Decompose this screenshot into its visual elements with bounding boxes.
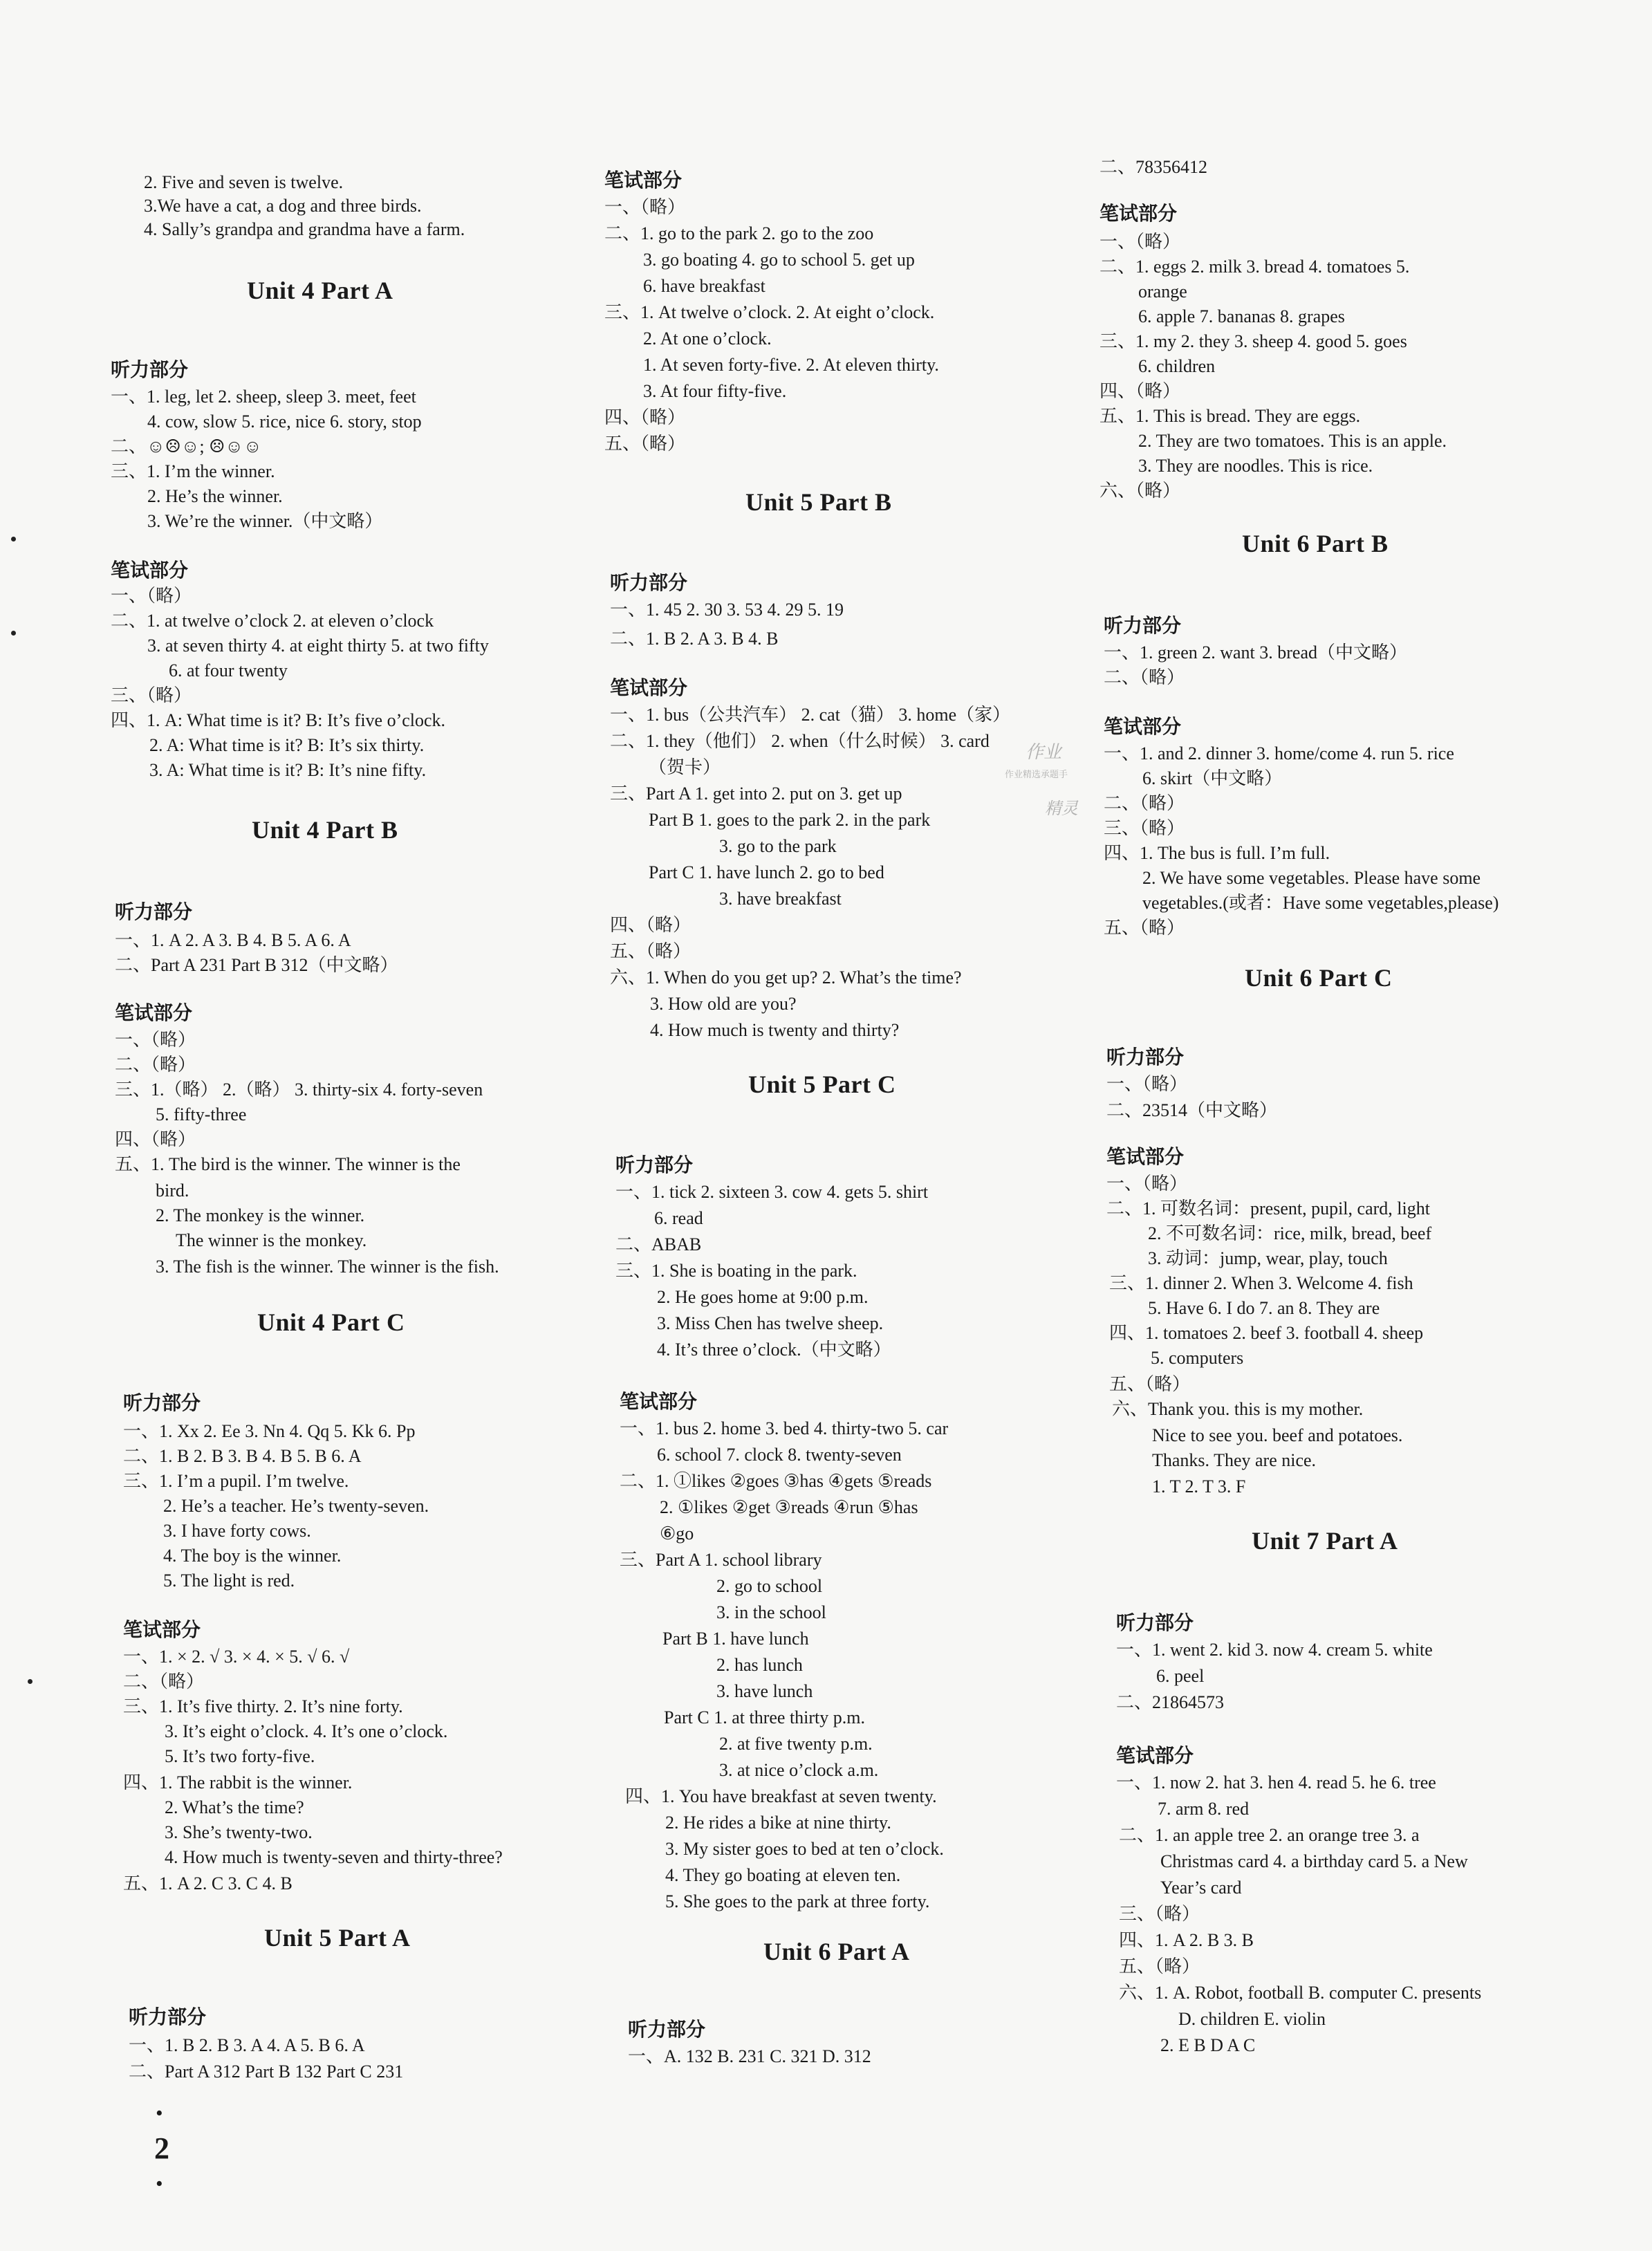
subsection-label: 笔试部分 [1099,202,1178,225]
subsection-label: 听力部分 [615,1154,694,1176]
text-line: 3. She’s twenty-two. [165,1822,313,1842]
text-line: Thanks. They are nice. [1152,1450,1317,1470]
text-line: 5. Have 6. I do 7. an 8. They are [1148,1298,1380,1318]
subsection-label: 笔试部分 [1116,1744,1194,1767]
text-line: 二、1. an apple tree 2. an orange tree 3. a [1119,1825,1420,1845]
text-line: Part B 1. goes to the park 2. in the park [649,810,931,830]
text-line: 二、Part A 312 Part B 132 Part C 231 [129,2062,404,2082]
text-line: 四、（略） [115,1129,196,1149]
text-line: 四、1. You have breakfast at seven twenty. [625,1786,937,1806]
text-line: 5. She goes to the park at three forty. [665,1891,930,1911]
subsection-label: 笔试部分 [1104,715,1182,738]
text-line: D. children E. violin [1178,2009,1326,2029]
section-title: Unit 5 Part B [745,488,892,516]
text-line: Part C 1. at three thirty p.m. [664,1707,866,1727]
text-line: 3. at nice o’clock a.m. [719,1760,879,1780]
text-line: 三、1. At twelve o’clock. 2. At eight o’clock. [604,302,935,322]
text-line: 五、（略） [1109,1374,1191,1394]
text-line: ⑥go [660,1523,694,1544]
subsection-label: 听力部分 [123,1391,201,1414]
text-line: 1. At seven forty-five. 2. At eleven thirty. [643,355,939,375]
text-line: 二、23514（中文略） [1106,1100,1278,1120]
text-line: 3. It’s eight o’clock. 4. It’s one o’clock. [165,1721,448,1741]
text-line: 3. 动词：jump, wear, play, touch [1148,1248,1388,1268]
text-line: 六、1. When do you get up? 2. What’s the time? [610,967,962,988]
text-line: 三、（略） [111,685,192,705]
text-line: 一、（略） [1106,1174,1188,1194]
text-line: 四、（略） [1099,381,1181,401]
text-line: 二、（略） [1104,793,1185,813]
text-line: 3. in the school [716,1602,826,1622]
text-line: 三、Part A 1. get into 2. put on 3. get up [610,784,902,804]
text-line: 2. He’s the winner. [147,486,283,506]
text-line: 一、1. went 2. kid 3. now 4. cream 5. white [1116,1640,1433,1660]
text-line: 4. cow, slow 5. rice, nice 6. story, stop [147,411,422,432]
subsection-label: 听力部分 [1116,1611,1194,1634]
text-line: 6. children [1138,356,1216,376]
subsection-label: 笔试部分 [115,1001,193,1024]
section-title: Unit 5 Part A [264,1924,411,1952]
text-line: 三、1. She is boating in the park. [615,1261,857,1281]
text-line: 二、☺☹☺; ☹☺☺ [111,436,262,456]
text-line: 一、1. bus 2. home 3. bed 4. thirty-two 5. car [620,1418,949,1438]
text-line: 三、1. dinner 2. When 3. Welcome 4. fish [1109,1273,1413,1293]
text-line: 二、1. eggs 2. milk 3. bread 4. tomatoes 5. [1099,257,1410,277]
subsection-label: 听力部分 [610,571,688,594]
text-line: 2. He rides a bike at nine thirty. [665,1813,891,1833]
text-line: 一、A. 132 B. 231 C. 321 D. 312 [628,2046,871,2066]
scan-dot [28,1679,33,1684]
text-line: 2. We have some vegetables. Please have some [1142,868,1481,888]
section-title: Unit 5 Part C [748,1071,896,1098]
text-line: 六、1. A. Robot, football B. computer C. presents [1119,1983,1482,2003]
text-line: 2. At one o’clock. [643,328,772,349]
text-line: 6. school 7. clock 8. twenty-seven [657,1445,902,1465]
text-line: 5. fifty-three [156,1104,247,1124]
subsection-label: 听力部分 [1104,614,1182,637]
text-line: 二、（略） [123,1671,205,1692]
text-line: 7. arm 8. red [1158,1799,1250,1819]
text-line: 6. read [654,1208,703,1228]
text-line: 3. have lunch [716,1681,813,1701]
text-line: 2. The monkey is the winner. [156,1205,365,1225]
text-line: orange [1138,281,1187,302]
text-line: 二、（略） [1104,667,1185,687]
text-line: 3.We have a cat, a dog and three birds. [144,196,422,216]
text-line: 3. The fish is the winner. The winner is the fish. [156,1257,499,1277]
subsection-label: 笔试部分 [123,1618,201,1641]
text-line: 2. at five twenty p.m. [719,1734,873,1754]
text-line: 4. How much is twenty and thirty? [650,1020,900,1040]
text-line: 五、（略） [604,434,686,454]
text-line: 二、1. at twelve o’clock 2. at eleven o’clock [111,611,434,631]
text-line: 3. They are noodles. This is rice. [1138,456,1373,476]
text-line: 五、1. The bird is the winner. The winner is the [115,1154,461,1174]
text-line: 四、1. A 2. B 3. B [1119,1930,1254,1950]
subsection-label: 听力部分 [129,2005,207,2028]
watermark-stamp [1005,737,1108,833]
text-line: 2. He’s a teacher. He’s twenty-seven. [163,1496,429,1516]
text-line: 二、21864573 [1116,1692,1225,1712]
text-line: 四、1. The bus is full. I’m full. [1104,843,1330,863]
text-line: 一、1. A 2. A 3. B 4. B 5. A 6. A [115,930,351,950]
text-line: 一、（略） [604,197,686,217]
text-line: 3. at seven thirty 4. at eight thirty 5. at two fifty [147,636,489,656]
text-line: 三、（略） [1119,1904,1200,1924]
text-line: 二、ABAB [615,1234,702,1254]
subsection-label: 听力部分 [628,2018,706,2041]
text-line: 四、1. tomatoes 2. beef 3. football 4. sheep [1109,1323,1424,1343]
text-line: 一、1. bus（公共汽车） 2. cat（猫） 3. home（家） [610,705,1011,725]
text-line: 一、1. and 2. dinner 3. home/come 4. run 5. rice [1104,743,1454,763]
text-line: 二、1. go to the park 2. go to the zoo [604,223,874,243]
subsection-label: 笔试部分 [620,1390,698,1413]
subsection-label: 听力部分 [115,900,193,923]
text-line: 5. The light is red. [163,1571,295,1591]
stamp-mid-text: 作业精选承题手 [1005,770,1068,780]
text-line: 一、1. now 2. hat 3. hen 4. read 5. he 6. tree [1116,1772,1436,1793]
text-line: 4. How much is twenty-seven and thirty-three? [165,1847,503,1867]
section-title: Unit 6 Part B [1242,530,1389,557]
section-title: Unit 4 Part C [257,1308,405,1336]
text-line: 一、1. B 2. B 3. A 4. A 5. B 6. A [129,2035,365,2055]
text-line: 3. My sister goes to bed at ten o’clock. [665,1839,944,1859]
page-number: · 2 · [154,2096,169,2201]
text-line: 二、Part A 231 Part B 312（中文略） [115,955,398,975]
section-title: Unit 7 Part A [1252,1527,1398,1555]
text-line: 三、1. my 2. they 3. sheep 4. good 5. goes [1099,331,1407,351]
text-line: 3. At four fifty-five. [643,381,787,401]
text-line: vegetables.(或者：Have some vegetables,please) [1142,893,1499,913]
text-line: 四、1. A: What time is it? B: It’s five o’clock. [111,710,446,730]
text-line: 三、Part A 1. school library [620,1550,822,1570]
text-line: 4. The boy is the winner. [163,1546,342,1566]
text-line: 四、（略） [610,915,692,935]
text-line: bird. [156,1180,189,1201]
text-line: Part C 1. have lunch 2. go to bed [649,862,884,882]
text-line: 2. 不可数名词：rice, milk, bread, beef [1148,1223,1432,1243]
text-line: 2. E B D A C [1160,2035,1256,2055]
text-line: 3. How old are you? [650,994,797,1014]
text-line: 二、78356412 [1099,157,1208,177]
text-line: 一、1. green 2. want 3. bread（中文略） [1104,642,1408,663]
stamp-top-text: 作业 [1025,742,1062,763]
subsection-label: 笔试部分 [610,676,688,699]
text-line: 一、（略） [1106,1074,1188,1094]
text-line: 一、1. tick 2. sixteen 3. cow 4. gets 5. shirt [615,1182,929,1202]
text-line: 二、1. B 2. A 3. B 4. B [610,629,779,649]
text-line: 二、1. they（他们） 2. when（什么时候） 3. card [610,731,990,751]
text-line: 2. ①likes ②get ③reads ④run ⑤has [660,1497,918,1517]
text-line: 2. They are two tomatoes. This is an apple. [1138,431,1447,451]
subsection-label: 听力部分 [1106,1046,1185,1068]
text-line: 2. has lunch [716,1655,803,1675]
text-line: 6. have breakfast [643,276,765,296]
text-line: 2. A: What time is it? B: It’s six thirty. [149,735,425,755]
text-line: 三、（略） [1104,818,1185,838]
text-line: 4. Sally’s grandpa and grandma have a farm. [144,219,465,239]
text-line: 四、1. The rabbit is the winner. [123,1772,353,1793]
text-line: 3. go boating 4. go to school 5. get up [643,250,915,270]
text-line: （贺卡） [649,757,721,777]
text-line: 三、1.（略） 2.（略） 3. thirty-six 4. forty-seven [115,1080,483,1100]
section-title: Unit 4 Part B [252,816,398,844]
subsection-label: 笔试部分 [111,559,189,582]
subsection-label: 笔试部分 [604,169,683,192]
section-title: Unit 6 Part C [1245,964,1393,992]
text-line: 一、1. Xx 2. Ee 3. Nn 4. Qq 5. Kk 6. Pp [123,1421,416,1441]
text-line: 六、（略） [1099,481,1181,501]
text-line: 六、Thank you. this is my mother. [1112,1399,1364,1419]
text-line: 五、1. This is bread. They are eggs. [1099,406,1361,426]
text-line: 二、1. ①likes ②goes ③has ④gets ⑤reads [620,1471,932,1491]
subsection-label: 笔试部分 [1106,1145,1185,1168]
section-title: Unit 6 Part A [763,1938,910,1965]
text-line: 5. computers [1151,1348,1244,1368]
stamp-bottom-text: 精灵 [1045,799,1078,818]
text-line: 2. What’s the time? [165,1797,304,1817]
text-line: 6. peel [1156,1666,1205,1686]
text-line: 3. A: What time is it? B: It’s nine fifty. [149,760,427,780]
text-line: 2. Five and seven is twelve. [144,172,344,192]
text-line: 三、1. I’m the winner. [111,461,275,481]
text-line: 2. go to school [716,1576,823,1596]
text-line: 二、1. 可数名词：present, pupil, card, light [1106,1198,1430,1219]
text-line: 三、1. I’m a pupil. I’m twelve. [123,1471,349,1491]
text-line: 5. It’s two forty-five. [165,1746,315,1766]
text-line: Nice to see you. beef and potatoes. [1152,1425,1403,1445]
text-line: 3. Miss Chen has twelve sheep. [657,1313,884,1333]
text-line: 4. They go boating at eleven ten. [665,1865,901,1885]
subsection-label: 听力部分 [111,358,189,381]
text-line: 一、（略） [111,586,192,606]
text-line: 3. go to the park [719,836,837,856]
text-line: 五、1. A 2. C 3. C 4. B [123,1873,293,1893]
text-line: 6. apple 7. bananas 8. grapes [1138,306,1345,326]
text-line: The winner is the monkey. [176,1230,367,1250]
text-line: 6. at four twenty [169,660,288,680]
text-line: 五、（略） [610,941,692,961]
scan-dot [11,537,16,541]
text-line: 一、（略） [1099,232,1181,252]
text-line: 1. T 2. T 3. F [1152,1476,1246,1497]
text-line: 四、（略） [604,407,686,427]
text-line: 2. He goes home at 9:00 p.m. [657,1287,869,1307]
text-line: 五、（略） [1104,918,1185,938]
text-line: 3. We’re the winner.（中文略） [147,511,383,531]
text-line: 3. I have forty cows. [163,1521,311,1541]
text-line: 五、（略） [1119,1956,1200,1976]
text-line: 二、（略） [115,1055,196,1075]
scan-dot [11,631,16,636]
text-line: 一、（略） [115,1030,196,1050]
text-line: Christmas card 4. a birthday card 5. a New [1160,1851,1468,1871]
text-line: 4. It’s three o’clock.（中文略） [657,1340,891,1360]
text-line: Part B 1. have lunch [662,1629,809,1649]
text-line: 二、1. B 2. B 3. B 4. B 5. B 6. A [123,1446,362,1466]
text-line: 一、1. 45 2. 30 3. 53 4. 29 5. 19 [610,600,844,620]
text-line: 一、1. leg, let 2. sheep, sleep 3. meet, feet [111,387,416,407]
text-line: Year’s card [1160,1878,1242,1898]
text-line: 一、1. × 2. √ 3. × 4. × 5. √ 6. √ [123,1647,350,1667]
section-title: Unit 4 Part A [247,277,393,304]
text-line: 3. have breakfast [719,889,842,909]
text-line: 三、1. It’s five thirty. 2. It’s nine forty. [123,1696,403,1716]
text-line: 6. skirt（中文略） [1142,768,1283,788]
